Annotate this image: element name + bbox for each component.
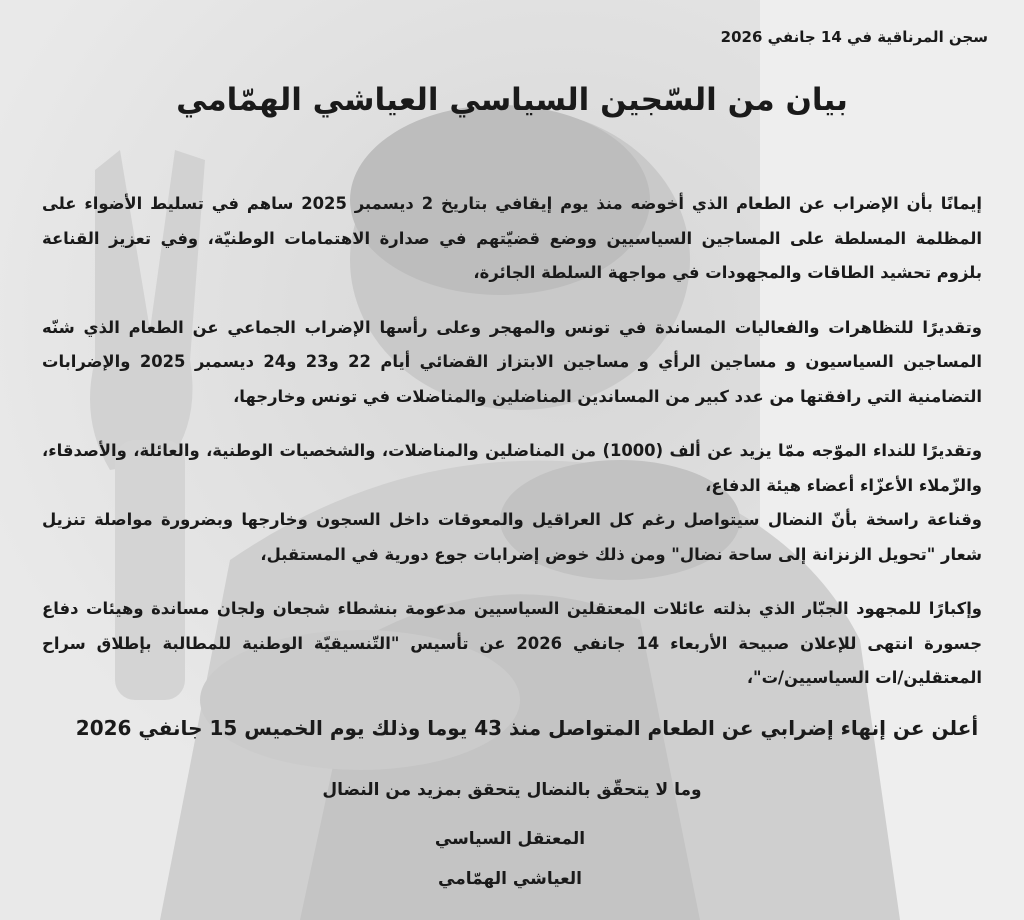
paragraph-5: وإكبارًا للمجهود الجبّار الذي بذلته عائلات المعتقلين السياسيين مدعومة بنشطاء شجعان ولجان مساندة وهيئات دفاع جسورة انتهى للإعلان صبيحة الأربعاء 14 جانفي 2026 عن تأسيس "التّنسيقيّة الوطنية للمطالبة بإطلاق سراح المعتقلين/ات السياسيين/ت"، [42,599,983,687]
paragraph-1: إيمانًا بأن الإضراب عن الطعام الذي أخوضه منذ يوم إيقافي بتاريخ 2 ديسمبر 2025 ساهم في تسليط الأضواء على المظلمة المسلطة على المساجين السياسيين ووضع قضيّتهم في صدارة الاهتمامات الوطنيّة، وفي تعزيز القناعة بلزوم تحشيد الطاقات والمجهودات في مواجهة السلطة الجائرة، [42,194,982,282]
place-date: سجن المرناقية في 14 جانفي 2026 [720,28,988,46]
paragraph-4: وقناعة راسخة بأنّ النضال سيتواصل رغم كل العراقيل والمعوقات داخل السجون وخارجها وبضرورة مواصلة تنزيل شعار "تحويل الزنزانة إلى ساحة نضال" ومن ذلك خوض إضرابات جوع دورية في المستقبل، [42,510,982,564]
paragraph-2: وتقديرًا للتظاهرات والفعاليات المساندة في تونس والمهجر وعلى رأسها الإضراب الجماعي عن الطعام الذي شنّه المساجين السياسيون و مساجين الرأي و مساجين الابتزاز القضائي أيام 22 و23 و24 ديسمبر 2025 والإضرابات التضامنية التي رافقتها من عدد كبير من المساندين المناضلين والمناضلات في تونس وخارجها، [42,317,982,406]
signature-title: المعتقل السياسي [434,829,586,849]
closing-motto: وما لا يتحقّق بالنضال يتحقق بمزيد من النضال [322,780,702,800]
signature-name: العياشي الهمّامي [438,869,582,889]
hunger-strike-end-announcement: أعلن عن إنهاء إضرابي عن الطعام المتواصل منذ 43 يوما وذلك يوم الخميس 15 جانفي 2026 [75,716,979,740]
statement-title: بيان من السّجين السياسي العياشي الهمّامي [176,82,848,118]
statement-body [42,187,982,716]
paragraph-3: وتقديرًا للنداء الموّجه ممّا يزيد عن ألف (1000) من المناضلين والمناضلات، والشخصيات الوطنية، والعائلة، والأصدقاء، والزّملاء الأعزّاء أعضاء هيئة الدفاع، [42,441,983,495]
